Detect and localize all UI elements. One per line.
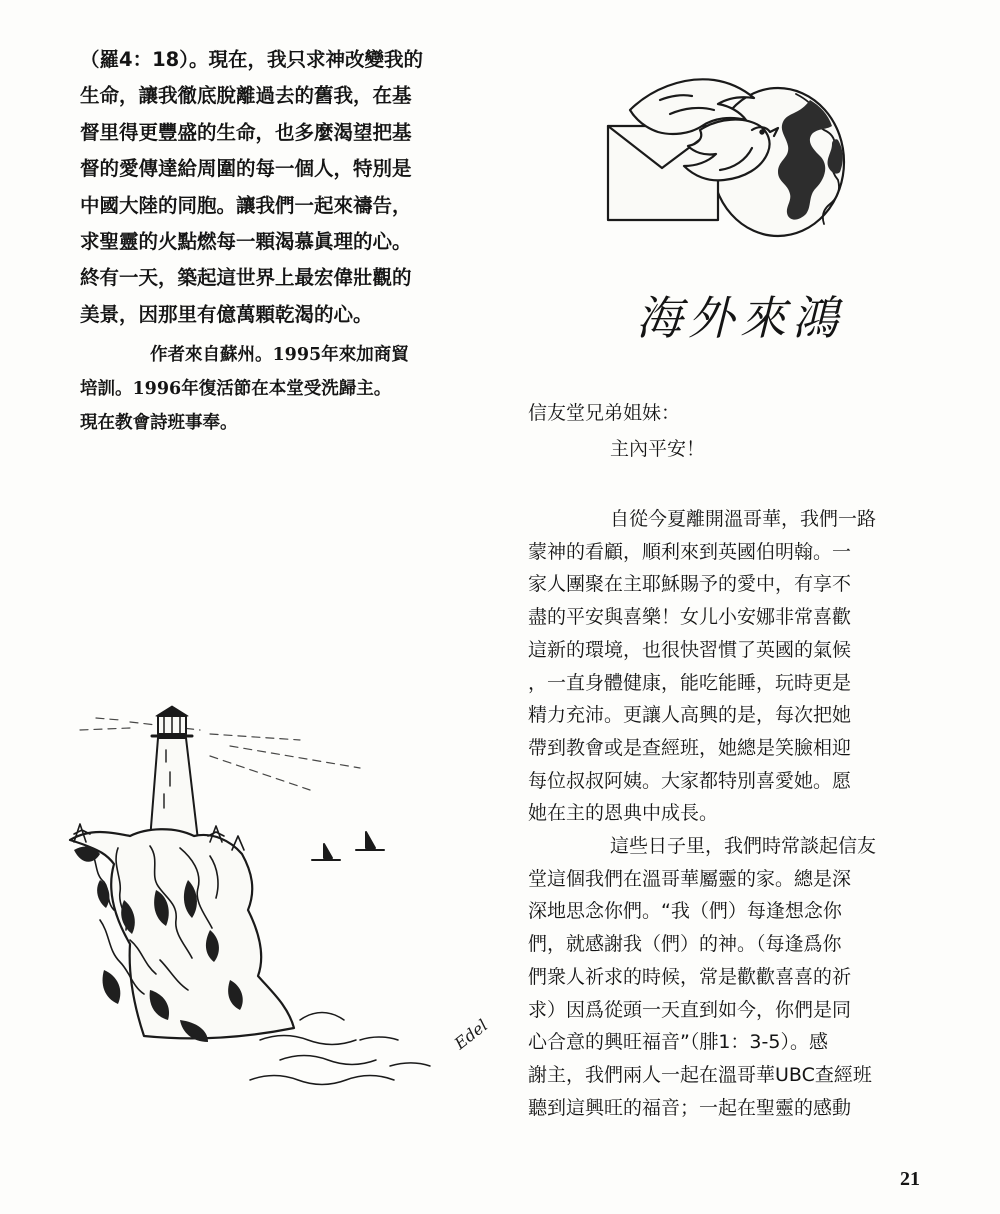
- text-line: 生命，讓我徹底脫離過去的舊我，在基: [80, 84, 412, 108]
- text-line: （羅4：18）。現在，我只求神改變我的: [80, 48, 423, 71]
- text-line: 每位叔叔阿姨。大家都特別喜愛她。愿: [528, 769, 852, 792]
- letter-paragraph: [528, 503, 948, 830]
- dove-globe-envelope-icon: [600, 70, 850, 245]
- text-line: 她在主的恩典中成長。: [528, 802, 719, 825]
- text-line: 督里得更豐盛的生命，也多麼渴望把基: [80, 120, 412, 144]
- text-line: 培訓。1996年復活節在本堂受洗歸主。: [80, 379, 392, 399]
- text-line: 深地思念你們。“我（們）每逢想念你: [528, 900, 842, 923]
- testimony-paragraph: [80, 42, 500, 333]
- text-line: 美景，因那里有億萬顆乾渴的心。: [80, 302, 373, 326]
- text-line: 現在教會詩班事奉。: [80, 413, 238, 433]
- text-line: 們衆人祈求的時候，常是歡歡喜喜的祈: [528, 965, 852, 988]
- testimony-column: [80, 42, 500, 333]
- text-line: 心合意的興旺福音”（腓1：3-5）。感: [528, 1031, 828, 1054]
- section-title: 海外來鴻: [636, 291, 844, 345]
- text-line: 作者來自蘇州。1995年來加商貿: [150, 345, 409, 365]
- letter-salutation: 主內平安！: [610, 438, 706, 460]
- text-line: 家人團聚在主耶穌賜予的愛中，有享不: [528, 573, 852, 596]
- artist-signature: Edel: [450, 1015, 492, 1054]
- lighthouse-sketch-icon: [60, 690, 530, 1100]
- text-line: 們，就感謝我（們）的神。（每逢爲你: [528, 933, 842, 956]
- text-line: 求）因爲從頭一天直到如今，你們是同: [528, 998, 852, 1021]
- text-line: 堂這個我們在溫哥華屬靈的家。總是深: [528, 867, 852, 890]
- text-line: 中國大陸的同胞。讓我們一起來禱告，: [80, 193, 412, 217]
- text-line: 蒙神的看顧，順利來到英國伯明翰。一: [528, 540, 852, 563]
- text-line: 這新的環境，也很快習慣了英國的氣候: [528, 638, 852, 661]
- text-line: 盡的平安與喜樂！女儿小安娜非常喜歡: [528, 606, 852, 629]
- text-line: 終有一天，築起這世界上最宏偉壯觀的: [80, 266, 412, 290]
- text-line: 精力充沛。更讓人高興的是，每次把她: [528, 704, 852, 727]
- author-note: [80, 338, 500, 440]
- page-number: 21: [900, 1168, 920, 1190]
- text-line: 這些日子里，我們時常談起信友: [610, 835, 877, 858]
- text-line: 自從今夏離開溫哥華，我們一路: [610, 508, 877, 530]
- text-line: 求聖靈的火點燃每一顆渴慕眞理的心。: [80, 230, 412, 254]
- letter-greeting: 信友堂兄弟姐妹：: [528, 402, 681, 424]
- text-line: ，一直身體健康，能吃能睡，玩時更是: [528, 671, 852, 694]
- text-line: 聽到這興旺的福音；一起在聖靈的感動: [528, 1096, 852, 1119]
- text-line: 謝主，我們兩人一起在溫哥華UBC查經班: [528, 1063, 872, 1086]
- letter-column: [528, 395, 948, 1124]
- text-line: 帶到教會或是查經班，她總是笑臉相迎: [528, 736, 852, 759]
- letter-paragraph: [528, 830, 948, 1124]
- text-line: 督的愛傳達給周圍的每一個人，特別是: [80, 157, 412, 181]
